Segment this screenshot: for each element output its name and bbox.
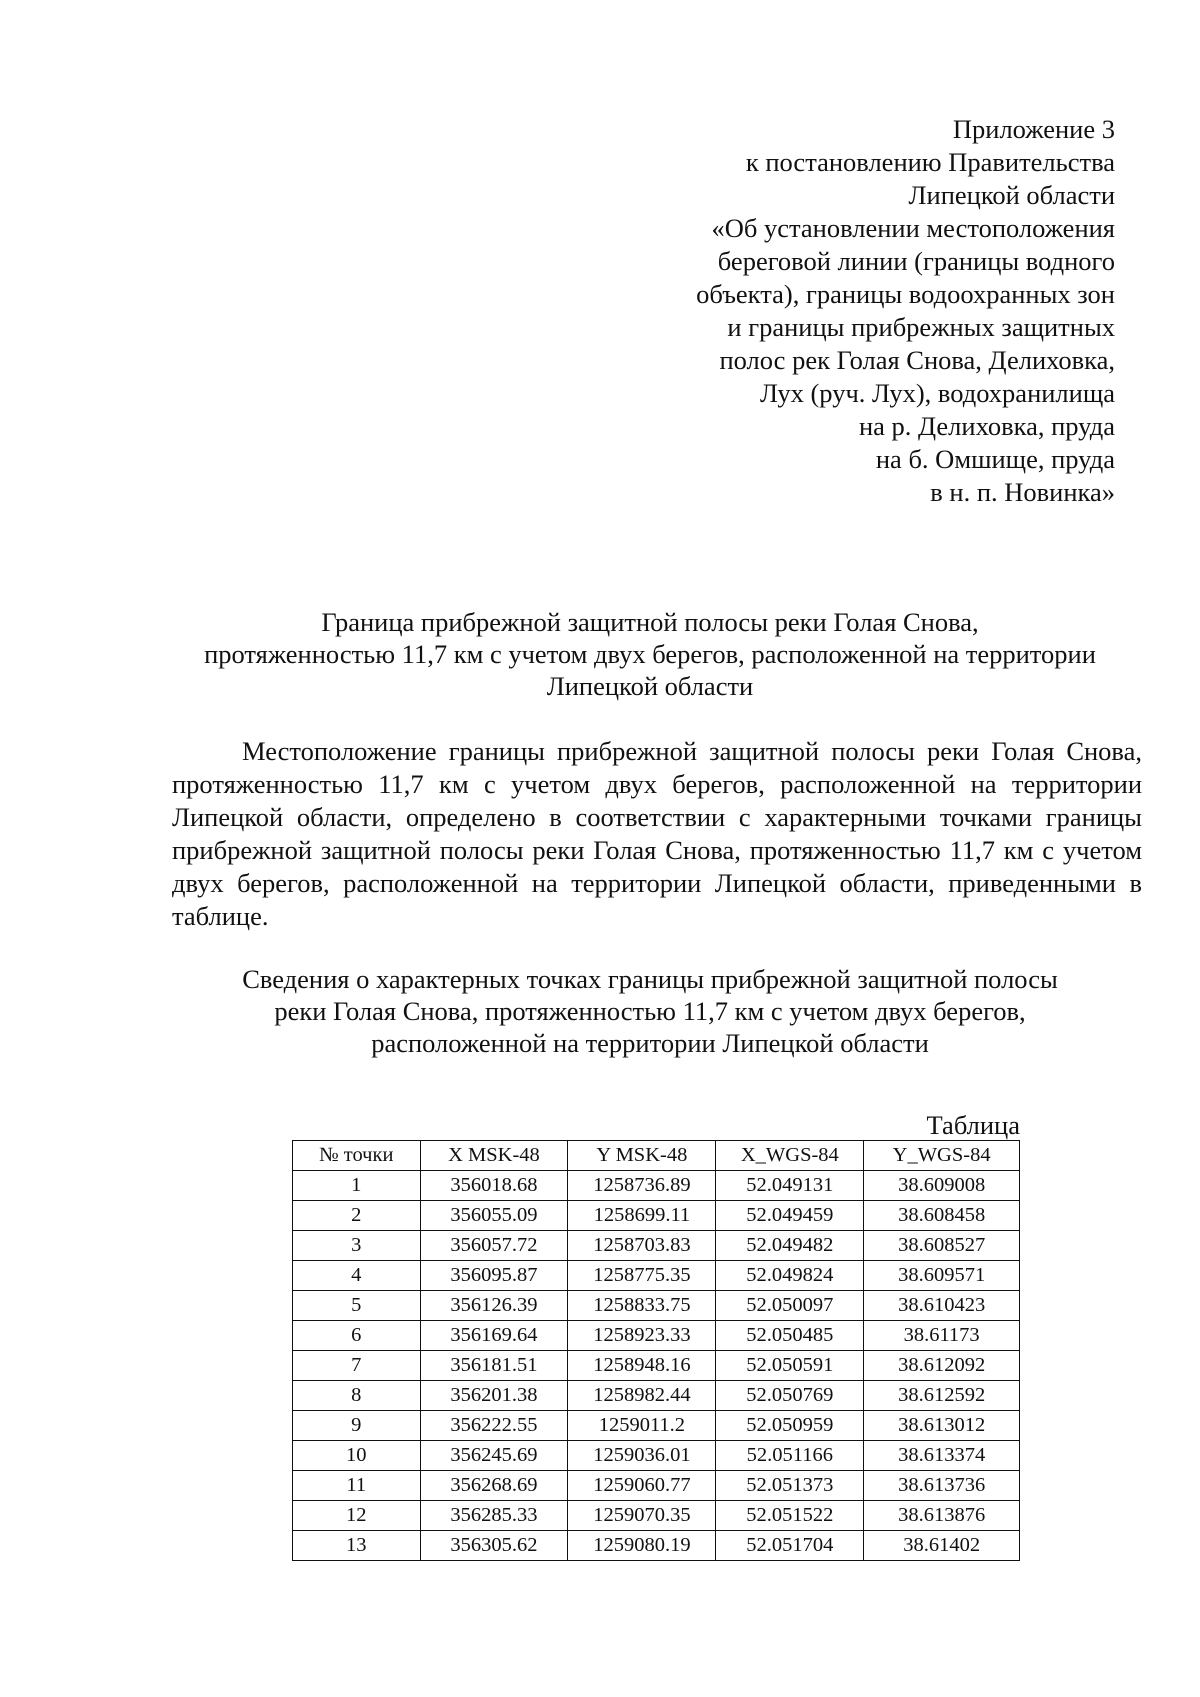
y-wgs84-cell: 38.613876 xyxy=(864,1501,1020,1531)
x-msk48-cell: 356169.64 xyxy=(420,1321,568,1351)
point-number-cell: 13 xyxy=(293,1531,421,1561)
column-header-x-wgs84: X_WGS-84 xyxy=(716,1141,864,1171)
y-msk48-cell: 1258923.33 xyxy=(568,1321,716,1351)
x-msk48-cell: 356222.55 xyxy=(420,1411,568,1441)
point-number-cell: 9 xyxy=(293,1411,421,1441)
x-msk48-cell: 356201.38 xyxy=(420,1381,568,1411)
table-row xyxy=(293,1411,1020,1441)
point-number-cell: 3 xyxy=(293,1231,421,1261)
document-title xyxy=(150,606,1150,702)
table-row xyxy=(293,1171,1020,1201)
point-number-cell: 7 xyxy=(293,1351,421,1381)
y-wgs84-cell: 38.613012 xyxy=(864,1411,1020,1441)
x-msk48-cell: 356268.69 xyxy=(420,1471,568,1501)
point-number-cell: 5 xyxy=(293,1291,421,1321)
appendix-line: полос рек Голая Снова, Делиховка, xyxy=(719,345,1115,375)
appendix-header xyxy=(515,113,1115,509)
x-wgs84-cell: 52.050485 xyxy=(716,1321,864,1351)
y-wgs84-cell: 38.612592 xyxy=(864,1381,1020,1411)
x-msk48-cell: 356285.33 xyxy=(420,1501,568,1531)
table-row xyxy=(293,1291,1020,1321)
coordinates-table xyxy=(292,1140,1020,1561)
x-wgs84-cell: 52.049482 xyxy=(716,1231,864,1261)
point-number-cell: 12 xyxy=(293,1501,421,1531)
column-header-x-msk48: X MSK-48 xyxy=(420,1141,568,1171)
appendix-line: объекта), границы водоохранных зон xyxy=(696,279,1115,309)
y-msk48-cell: 1258775.35 xyxy=(568,1261,716,1291)
y-wgs84-cell: 38.612092 xyxy=(864,1351,1020,1381)
y-wgs84-cell: 38.609008 xyxy=(864,1171,1020,1201)
x-wgs84-cell: 52.051166 xyxy=(716,1441,864,1471)
point-number-cell: 1 xyxy=(293,1171,421,1201)
y-msk48-cell: 1258703.83 xyxy=(568,1231,716,1261)
y-msk48-cell: 1259036.01 xyxy=(568,1441,716,1471)
table-body xyxy=(293,1171,1020,1561)
table-row xyxy=(293,1321,1020,1351)
y-msk48-cell: 1258948.16 xyxy=(568,1351,716,1381)
x-wgs84-cell: 52.049131 xyxy=(716,1171,864,1201)
y-msk48-cell: 1259080.19 xyxy=(568,1531,716,1561)
x-wgs84-cell: 52.050097 xyxy=(716,1291,864,1321)
x-msk48-cell: 356057.72 xyxy=(420,1231,568,1261)
appendix-line: к постановлению Правительства xyxy=(745,147,1115,177)
y-wgs84-cell: 38.608458 xyxy=(864,1201,1020,1231)
appendix-line: береговой линии (границы водного xyxy=(717,246,1115,276)
table-heading-line: расположенной на территории Липецкой области xyxy=(371,1028,929,1058)
x-msk48-cell: 356095.87 xyxy=(420,1261,568,1291)
appendix-line: Лух (руч. Лух), водохранилища xyxy=(760,378,1115,408)
x-wgs84-cell: 52.050591 xyxy=(716,1351,864,1381)
table-row xyxy=(293,1231,1020,1261)
x-wgs84-cell: 52.050769 xyxy=(716,1381,864,1411)
y-msk48-cell: 1258736.89 xyxy=(568,1171,716,1201)
table-heading xyxy=(150,963,1150,1059)
table-row xyxy=(293,1471,1020,1501)
point-number-cell: 6 xyxy=(293,1321,421,1351)
point-number-cell: 2 xyxy=(293,1201,421,1231)
y-msk48-cell: 1258982.44 xyxy=(568,1381,716,1411)
table-row xyxy=(293,1261,1020,1291)
table-label: Таблица xyxy=(926,1110,1020,1140)
title-line: Граница прибрежной защитной полосы реки Голая Снова, xyxy=(321,607,979,637)
x-msk48-cell: 356245.69 xyxy=(420,1441,568,1471)
table-heading-line: реки Голая Снова, протяженностью 11,7 км с учетом двух берегов, xyxy=(274,996,1026,1026)
x-msk48-cell: 356018.68 xyxy=(420,1171,568,1201)
x-wgs84-cell: 52.051522 xyxy=(716,1501,864,1531)
title-line: Липецкой области xyxy=(546,671,754,701)
y-msk48-cell: 1259070.35 xyxy=(568,1501,716,1531)
column-header-point-number: № точки xyxy=(293,1141,421,1171)
title-line: протяженностью 11,7 км с учетом двух берегов, расположенной на территории xyxy=(204,639,1096,669)
appendix-line: Липецкой области xyxy=(908,180,1115,210)
column-header-y-msk48: Y MSK-48 xyxy=(568,1141,716,1171)
x-msk48-cell: 356181.51 xyxy=(420,1351,568,1381)
x-wgs84-cell: 52.051373 xyxy=(716,1471,864,1501)
appendix-line: на р. Делиховка, пруда xyxy=(858,411,1115,441)
y-wgs84-cell: 38.609571 xyxy=(864,1261,1020,1291)
x-msk48-cell: 356305.62 xyxy=(420,1531,568,1561)
table-row xyxy=(293,1381,1020,1411)
appendix-line: на б. Омшище, пруда xyxy=(875,444,1115,474)
body-paragraph: Местоположение границы прибрежной защитной полосы реки Голая Снова, протяженностью 11,7 км с учетом двух берегов, расположенной на территории Липецкой области, определено в соответствии с характерными точками границы прибрежной защитной полосы реки Голая Снова, протяженностью 11,7 км с учетом двух берегов, расположенной на территории Липецкой области, приведенными в таблице. xyxy=(172,736,1142,931)
table-header-row xyxy=(293,1141,1020,1171)
y-wgs84-cell: 38.613736 xyxy=(864,1471,1020,1501)
y-msk48-cell: 1259011.2 xyxy=(568,1411,716,1441)
point-number-cell: 10 xyxy=(293,1441,421,1471)
point-number-cell: 4 xyxy=(293,1261,421,1291)
appendix-line: «Об установлении местоположения xyxy=(711,213,1115,243)
x-msk48-cell: 356055.09 xyxy=(420,1201,568,1231)
y-msk48-cell: 1258833.75 xyxy=(568,1291,716,1321)
y-wgs84-cell: 38.613374 xyxy=(864,1441,1020,1471)
appendix-line: и границы прибрежных защитных xyxy=(727,312,1115,342)
table-row xyxy=(293,1531,1020,1561)
table-row xyxy=(293,1201,1020,1231)
table-heading-line: Сведения о характерных точках границы прибрежной защитной полосы xyxy=(242,964,1058,994)
appendix-line: Приложение 3 xyxy=(952,114,1115,144)
x-wgs84-cell: 52.049824 xyxy=(716,1261,864,1291)
y-wgs84-cell: 38.61173 xyxy=(864,1321,1020,1351)
y-wgs84-cell: 38.61402 xyxy=(864,1531,1020,1561)
y-msk48-cell: 1259060.77 xyxy=(568,1471,716,1501)
appendix-line: в н. п. Новинка» xyxy=(930,477,1115,507)
y-wgs84-cell: 38.608527 xyxy=(864,1231,1020,1261)
x-wgs84-cell: 52.050959 xyxy=(716,1411,864,1441)
table-row xyxy=(293,1441,1020,1471)
x-msk48-cell: 356126.39 xyxy=(420,1291,568,1321)
y-msk48-cell: 1258699.11 xyxy=(568,1201,716,1231)
x-wgs84-cell: 52.049459 xyxy=(716,1201,864,1231)
x-wgs84-cell: 52.051704 xyxy=(716,1531,864,1561)
column-header-y-wgs84: Y_WGS-84 xyxy=(864,1141,1020,1171)
point-number-cell: 8 xyxy=(293,1381,421,1411)
table-row xyxy=(293,1351,1020,1381)
table-row xyxy=(293,1501,1020,1531)
point-number-cell: 11 xyxy=(293,1471,421,1501)
y-wgs84-cell: 38.610423 xyxy=(864,1291,1020,1321)
